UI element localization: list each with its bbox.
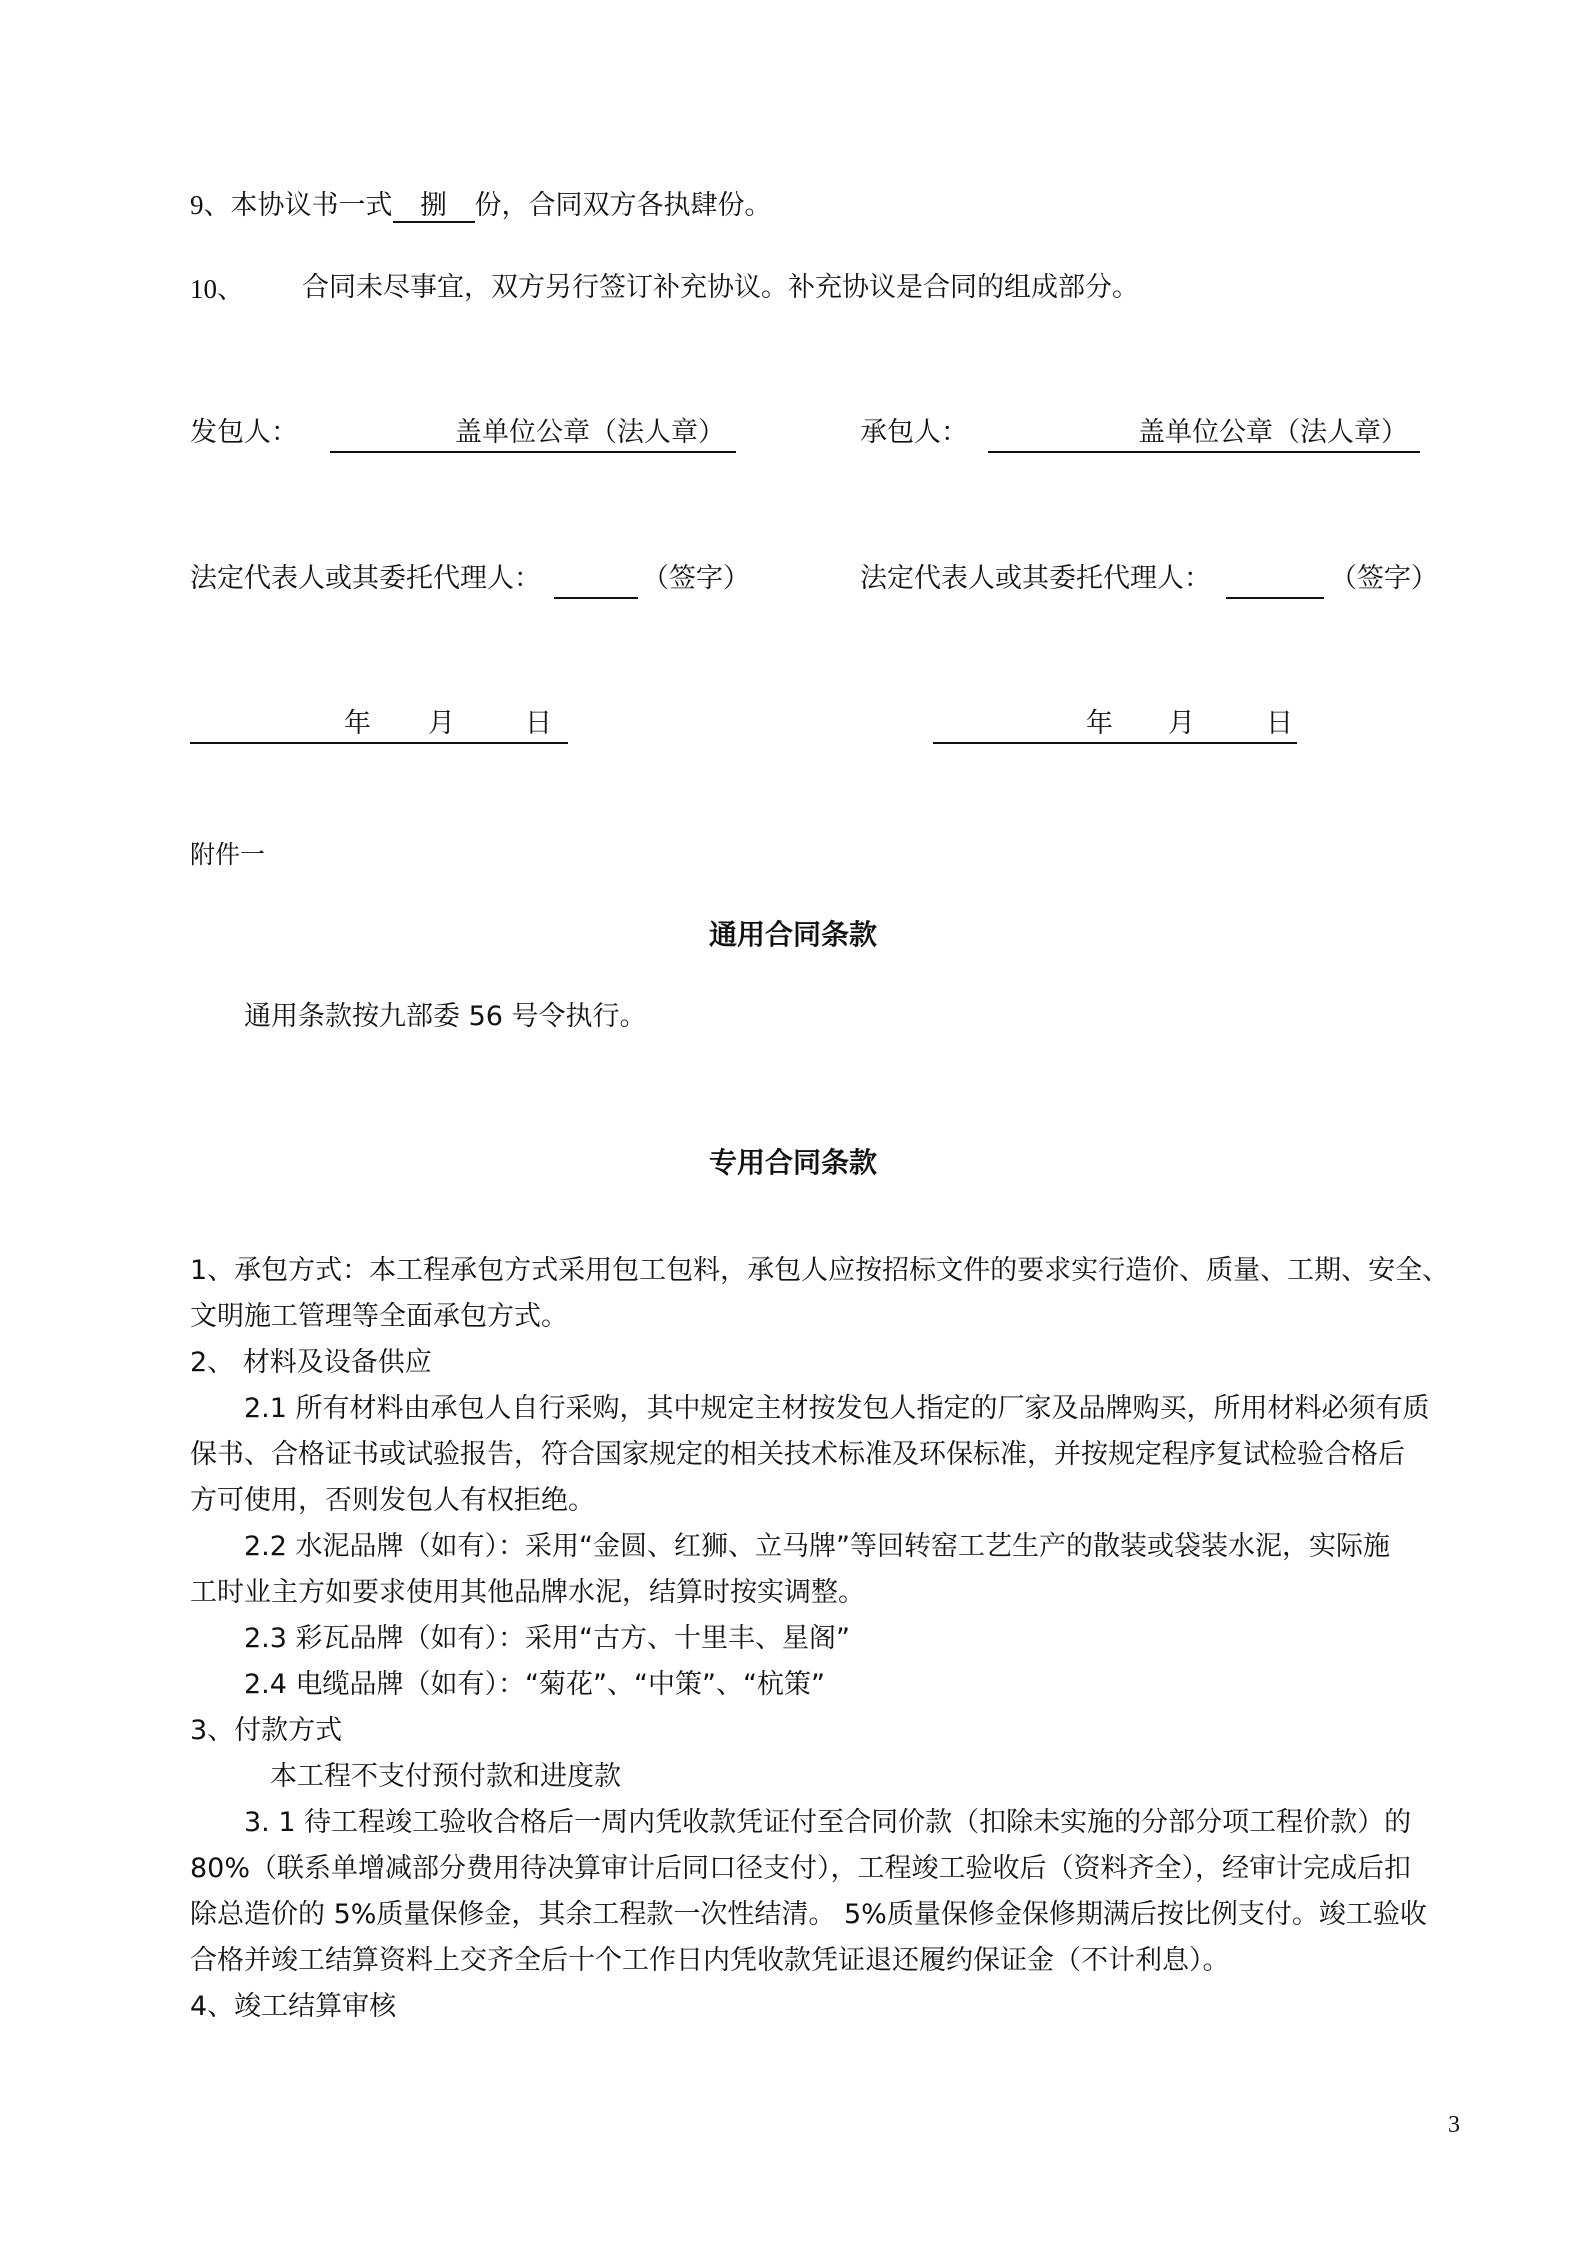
item-9-number: 9、 [190, 190, 231, 220]
employer-sign-note: （签字） [642, 563, 750, 594]
contractor-sign-note: （签字） [1330, 563, 1438, 594]
copies-count: 捌 [393, 190, 475, 223]
general-terms-text: 通用条款按九部委 56 号令执行。 [244, 1001, 647, 1032]
employer-date-year: 年 [344, 708, 371, 739]
contractor-seal-text: 盖单位公章（法人章） [1138, 417, 1408, 448]
item-9 [190, 190, 772, 223]
page-number: 3 [1448, 2112, 1460, 2138]
employer-rep-sign-line [554, 565, 638, 599]
clause-3-1-line-2: 80%（联系单增减部分费用待决算审计后同口径支付），工程竣工验收后（资料齐全），经审计完成后扣 [190, 1853, 1412, 1884]
clause-2-1-line-3: 方可使用，否则发包人有权拒绝。 [190, 1485, 595, 1516]
clause-1-line-2: 文明施工管理等全面承包方式。 [190, 1301, 568, 1332]
clause-2-2-line-2: 工时业主方如要求使用其他品牌水泥，结算时按实调整。 [190, 1577, 865, 1608]
clause-3-1-line-3: 除总造价的 5%质量保修金，其余工程款一次性结清。 5%质量保修金保修期满后按比例支付。竣工验收 [190, 1899, 1427, 1930]
contractor-date-year: 年 [1086, 708, 1113, 739]
employer-rep-label: 法定代表人或其委托代理人： [190, 563, 541, 594]
clause-2-2-line-1: 2.2 水泥品牌（如有）：采用“金圆、红狮、立马牌”等回转窑工艺生产的散装或袋装水泥，实际施 [244, 1531, 1390, 1562]
clause-3-note: 本工程不支付预付款和进度款 [270, 1761, 621, 1792]
item-10-text: 合同未尽事宜，双方另行签订补充协议。补充协议是合同的组成部分。 [302, 272, 1139, 303]
contractor-rep-label: 法定代表人或其委托代理人： [860, 563, 1211, 594]
contractor-date-day: 日 [1266, 708, 1293, 739]
item-9-text-b: 份，合同双方各执肆份。 [474, 190, 772, 221]
employer-label: 发包人： [190, 417, 298, 448]
clause-2-heading: 2、 材料及设备供应 [190, 1347, 432, 1378]
employer-date-month: 月 [428, 708, 455, 739]
clause-2-1-line-1: 2.1 所有材料由承包人自行采购，其中规定主材按发包人指定的厂家及品牌购买，所用材料必须有质 [244, 1393, 1430, 1424]
attachment-label: 附件一 [190, 840, 266, 869]
clause-2-4: 2.4 电缆品牌（如有）：“菊花”、“中策”、“杭策” [244, 1669, 825, 1700]
clause-2-1-line-2: 保书、合格证书或试验报告，符合国家规定的相关技术标准及环保标准，并按规定程序复试检验合格后 [190, 1439, 1405, 1470]
clause-2-3: 2.3 彩瓦品牌（如有）：采用“古方、十里丰、星阁” [244, 1623, 850, 1654]
clause-3-1-line-4: 合格并竣工结算资料上交齐全后十个工作日内凭收款凭证退还履约保证金（不计利息）。 [190, 1945, 1230, 1976]
contractor-date-line [933, 707, 1297, 744]
employer-date-day: 日 [525, 708, 552, 739]
clause-3-heading: 3、付款方式 [190, 1715, 343, 1746]
general-terms-title: 通用合同条款 [708, 918, 877, 951]
employer-seal-text: 盖单位公章（法人章） [455, 417, 725, 448]
clause-4-heading: 4、竣工结算审核 [190, 1991, 397, 2022]
employer-date-line [190, 707, 568, 744]
contractor-rep-sign-line [1226, 565, 1324, 599]
item-9-text-a: 本协议书一式 [230, 190, 393, 221]
clause-1-line-1: 1、承包方式：本工程承包方式采用包工包料，承包人应按招标文件的要求实行造价、质量、工期、安全、 [190, 1255, 1450, 1286]
item-10-number: 10、 [190, 274, 244, 304]
clause-3-1-line-1: 3. 1 待工程竣工验收合格后一周内凭收款凭证付至合同价款（扣除未实施的分部分项工程价款）的 [244, 1807, 1412, 1838]
contractor-label: 承包人： [860, 417, 968, 448]
contractor-date-month: 月 [1168, 708, 1195, 739]
special-terms-title: 专用合同条款 [708, 1146, 877, 1179]
